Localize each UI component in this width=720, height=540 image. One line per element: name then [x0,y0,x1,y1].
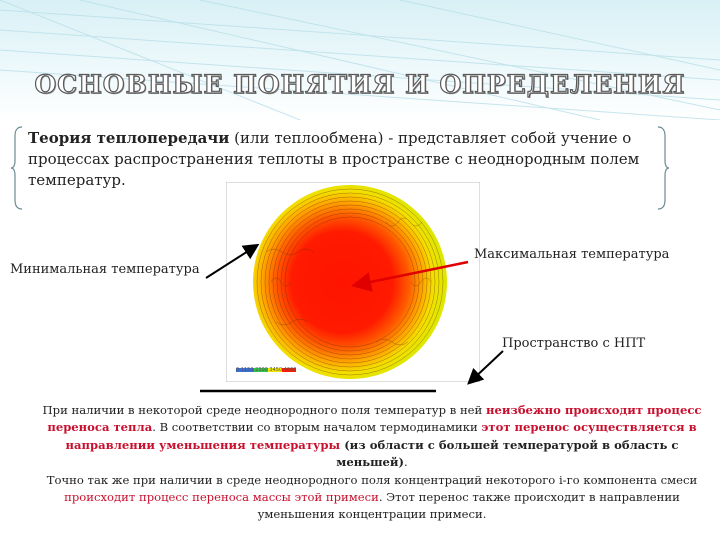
min-temp-label: Минимальная температура [10,262,200,277]
page-title: ОСНОВНЫЕ ПОНЯТИЯ И ОПРЕДЕЛЕНИЯ [34,70,686,99]
max-temp-label: Максимальная температура [474,247,670,262]
intro-term: Теория теплопередачи [28,129,230,147]
space-arrow [470,351,503,382]
highlight-direction: этот перенос осуществляется в направлении уменьшения температуры [65,420,697,452]
color-scale-labels: 0 1150 2300 3450 4600 [236,367,297,373]
min-temp-arrow [206,246,256,278]
intro-text: (или теплообмена) - представляет собой учение о процессах распространения теплоты в пространстве с неоднородным полем температур. [28,129,640,189]
paragraph-mass-transfer: Точно так же при наличии в среде неоднородного поля концентраций некоторого i-го компонента смеси происходит процесс переноса массы этой примеси. Этот перенос также происходит в направлении уменьшения концентрации примеси. [46,472,698,522]
body-paragraphs [40,402,704,524]
paragraph-heat-transfer: При наличии в некоторой среде неоднородного поля температур в ней неизбежно происходит процесс переноса тепла. В соответствии со вторым началом термодинамики этот перенос осуществляется в направлении уменьшения температуры (из области с большей температурой в область с меньшей). [42,403,702,470]
highlight-mass-transfer: происходит процесс переноса массы этой примеси [64,490,379,505]
bold-explanation: (из области с большей температурой в область с меньшей) [336,437,679,470]
highlight-heat-transfer: неизбежно происходит процесс переноса тепла [47,403,702,435]
space-label: Пространство с НПТ [502,336,646,351]
max-temp-arrow [356,262,468,285]
